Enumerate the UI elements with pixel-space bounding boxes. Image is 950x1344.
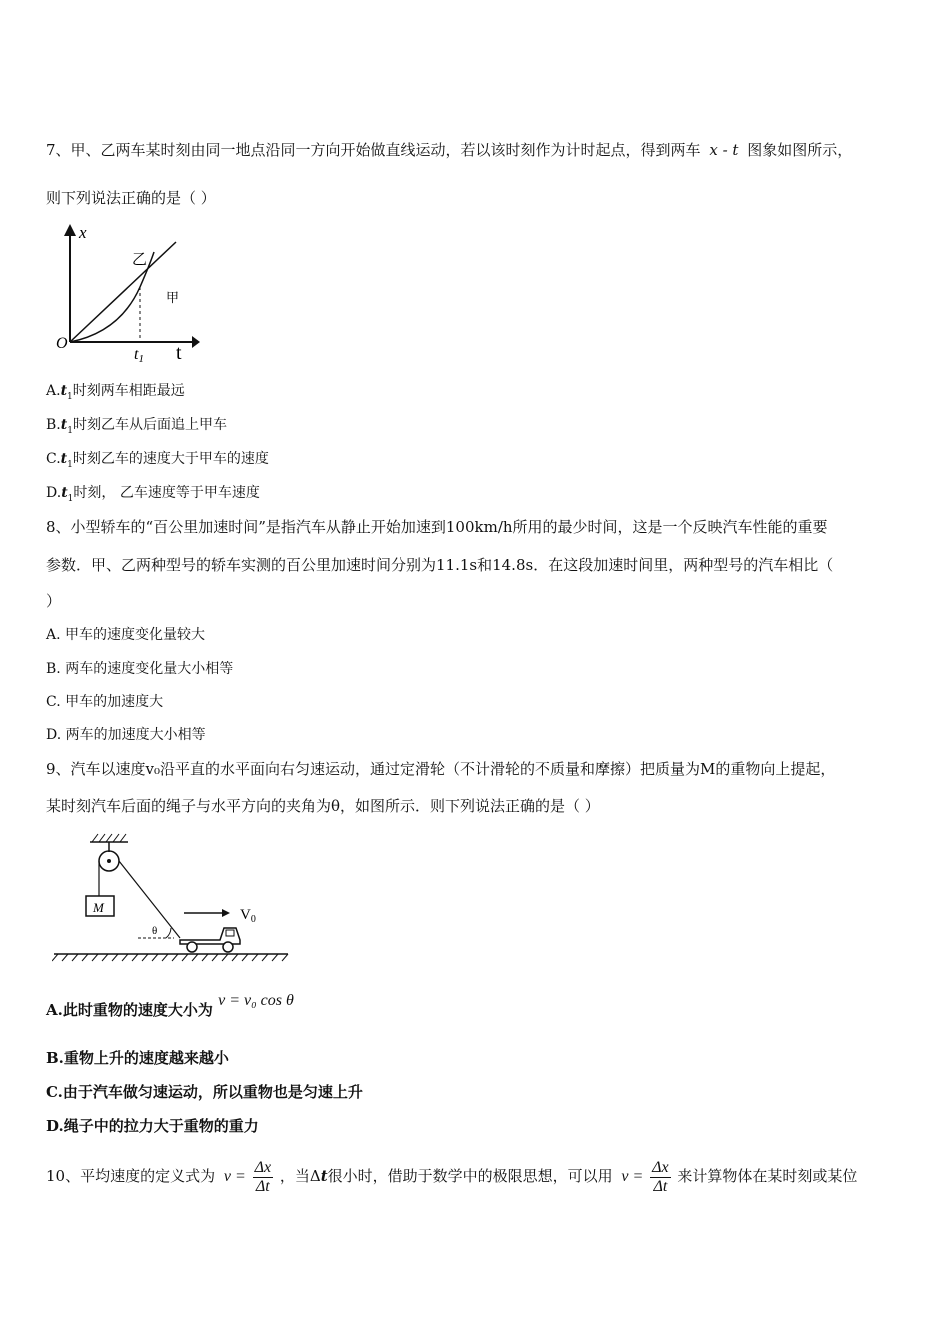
q9-option-d: D.绳子中的拉力大于重物的重力 <box>46 1117 259 1135</box>
q8-option-d: D. 两车的加速度大小相等 <box>46 727 206 743</box>
q7-jia-label: 甲 <box>166 290 180 305</box>
q9-mass-label: M <box>93 900 104 915</box>
q10-stem <box>46 1156 857 1197</box>
q10-fraction-1 <box>253 1159 274 1196</box>
q7-axis-t-label: t <box>176 342 182 364</box>
q10-stem-text-b: ，当Δ <box>279 1167 321 1185</box>
q10-stem-text-d: 来计算物体在某时刻或某位 <box>677 1167 858 1185</box>
q9-rope-slant <box>119 861 180 938</box>
q8-option-c: C. 甲车的加速度大 <box>46 694 164 710</box>
q7-option-a: $A.t_1$时刻两车相距最远 <box>46 383 185 402</box>
q7-x-arrow <box>64 224 76 236</box>
q9-option-a <box>46 992 294 1021</box>
q7-stem-text-b: 图象如图所示， <box>747 141 853 159</box>
q10-fraction-2-den: Δt <box>653 1177 668 1195</box>
q8-stem-line1: 8、小型轿车的“百公里加速时间”是指汽车从静止开始加速到100km/h所用的最少时间，这是一个反映汽车性能的重要 <box>46 518 828 536</box>
q7-jia-line <box>70 242 176 342</box>
q10-fraction-1-num: Δx <box>254 1158 272 1176</box>
q10-fraction-2-num: Δx <box>652 1158 669 1176</box>
q9-option-a-text: A.此时重物的速度大小为 <box>46 1001 213 1019</box>
q9-velocity-label: $V_0$ <box>240 907 256 925</box>
q8-stem-line2: 参数．甲、乙两种型号的轿车实测的百公里加速时间分别为11.1s和14.8s．在这段加速时间里，两种型号的汽车相比（ <box>46 556 834 574</box>
q10-stem-text-a: 10、平均速度的定义式为 <box>46 1167 216 1185</box>
q10-fraction-2 <box>650 1159 671 1196</box>
q9-pulley-figure <box>52 830 292 970</box>
q7-stem-line2: 则下列说法正确的是（ ） <box>46 189 216 207</box>
q9-option-b: B.重物上升的速度越来越小 <box>46 1049 229 1067</box>
q10-stem-var: t <box>320 1167 328 1185</box>
q10-stem-text-c: 很小时，借助于数学中的极限思想，可以用 <box>327 1167 613 1185</box>
q8-option-a: A. 甲车的速度变化量较大 <box>46 627 206 643</box>
q9-option-a-formula: v = v₀ cos θ <box>218 992 294 1009</box>
q7-xt-graph <box>50 222 200 364</box>
q9-angle-label: θ <box>152 925 158 937</box>
q9-stem-line1: 9、汽车以速度v₀沿平直的水平面向右匀速运动，通过定滑轮（不计滑轮的不质量和摩擦）把质量为M的重物向上提起， <box>46 760 836 778</box>
q8-stem-line3: ） <box>46 592 62 610</box>
q7-origin-label: O <box>56 335 68 352</box>
q7-option-c: $C.t_1$时刻乙车的速度大于甲车的速度 <box>46 451 269 470</box>
q9-angle-arc <box>166 928 171 938</box>
q7-yi-label: 乙 <box>132 252 148 268</box>
q9-car-wheel-rear <box>187 942 197 952</box>
q7-stem-line1 <box>46 140 852 160</box>
q9-stem-line2: 某时刻汽车后面的绳子与水平方向的夹角为θ，如图所示．则下列说法正确的是（ ） <box>46 797 600 815</box>
q7-t1-label: t1 <box>134 346 144 364</box>
q9-pulley-axle <box>107 859 111 863</box>
q9-option-c: C.由于汽车做匀速运动，所以重物也是匀速上升 <box>46 1083 363 1101</box>
q7-option-b: $B.t_1$时刻乙车从后面追上甲车 <box>46 417 227 436</box>
q10-fraction-1-den: Δt <box>255 1177 270 1195</box>
q7-stem-var: x - t <box>709 141 739 159</box>
q9-velocity-arrowhead <box>222 909 230 917</box>
q10-formula-lhs-1: v = <box>223 1168 246 1185</box>
q9-car-wheel-front <box>223 942 233 952</box>
q7-stem-text-a: 7、甲、乙两车某时刻由同一地点沿同一方向开始做直线运动，若以该时刻作为计时起点，得到两车 <box>46 141 701 159</box>
q7-option-d: $D.t_1$时刻， 乙车速度等于甲车速度 <box>46 485 260 504</box>
q7-axis-x-label: x <box>79 223 87 242</box>
q8-option-b: B. 两车的速度变化量大小相等 <box>46 661 234 677</box>
q10-formula-lhs-2: v = <box>621 1168 644 1185</box>
q7-t-arrow <box>192 336 200 348</box>
